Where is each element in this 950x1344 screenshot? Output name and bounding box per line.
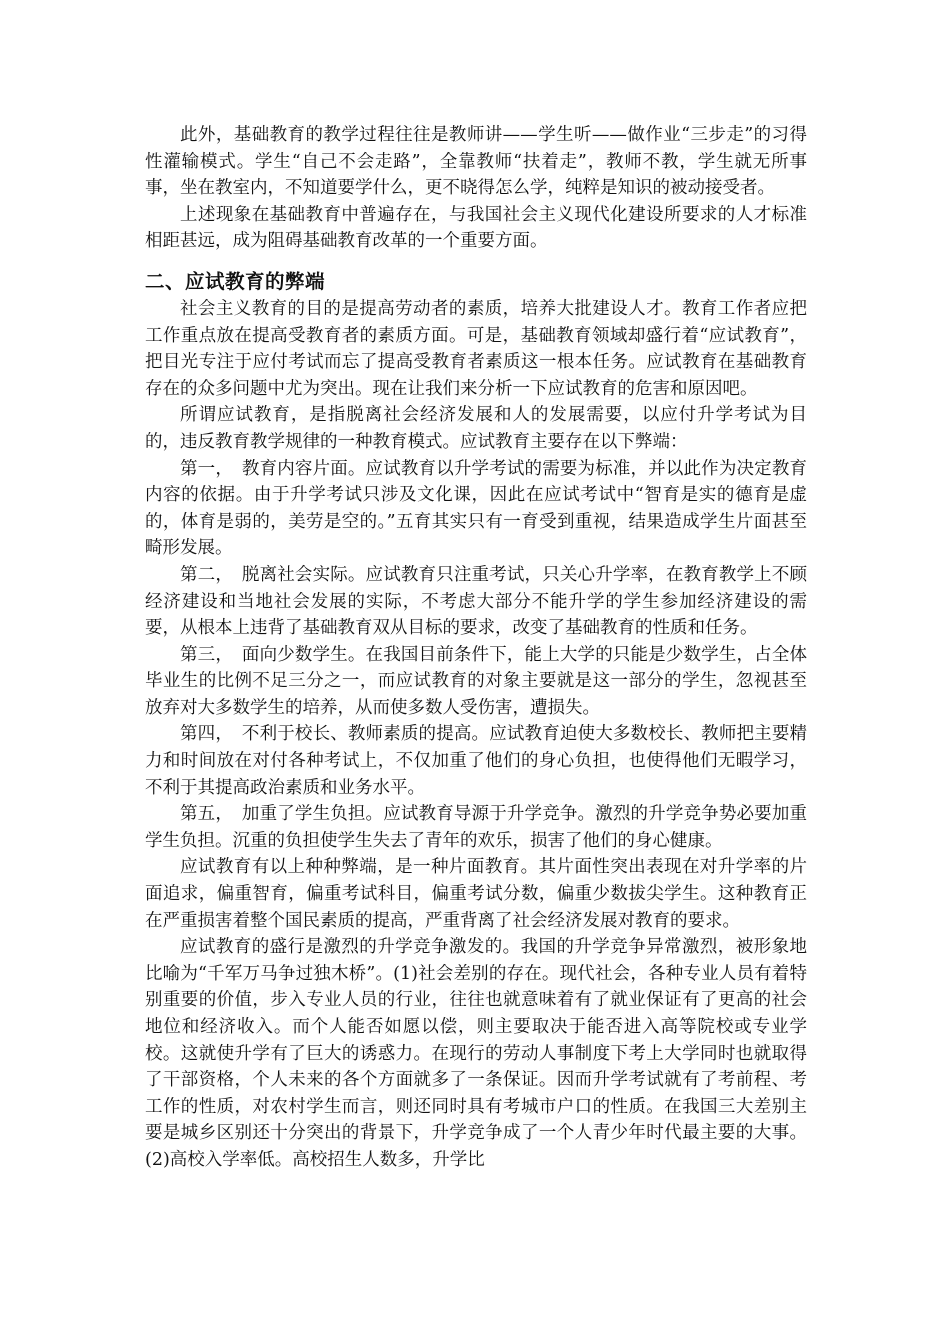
section-paragraph-7: 第五， 加重了学生负担。应试教育导源于升学竞争。激烈的升学竞争势必要加重学生负担。沉重的负担使学生失去了青年的欢乐，损害了他们的身心健康。 bbox=[145, 804, 807, 851]
document-body bbox=[145, 122, 807, 1174]
section-paragraph-8: 应试教育有以上种种弊端，是一种片面教育。其片面性突出表现在对升学率的片面追求，偏重智育，偏重考试科目，偏重考试分数，偏重少数拔尖学生。这种教育正在严重损害着整个国民素质的提高，严重背离了社会经济发展对教育的要求。 bbox=[145, 857, 807, 931]
section-paragraph-1: 社会主义教育的目的是提高劳动者的素质，培养大批建设人才。教育工作者应把工作重点放在提高受教育者的素质方面。可是，基础教育领域却盛行着“应试教育”，把目光专注于应付考试而忘了提高受教育者素质这一根本任务。应试教育在基础教育存在的众多问题中尤为突出。现在让我们来分析一下应试教育的危害和原因吧。 bbox=[145, 298, 807, 399]
section-paragraph-4: 第二， 脱离社会实际。应试教育只注重考试，只关心升学率，在教育教学上不顾经济建设和当地社会发展的实际，不考虑大部分不能升学的学生参加经济建设的需要，从根本上违背了基础教育双从目标的要求，改变了基础教育的性质和任务。 bbox=[145, 564, 807, 639]
section-heading: 二、应试教育的弊端 bbox=[145, 269, 326, 293]
intro-paragraph-1: 此外，基础教育的教学过程往往是教师讲——学生听——做作业“三步走”的习得性灌输模式。学生“自己不会走路”，全靠教师“扶着走”，教师不教，学生就无所事事，坐在教室内，不知道要学什么，更不晓得怎么学，纯粹是知识的被动接受者。 bbox=[145, 125, 807, 199]
section-paragraph-9: 应试教育的盛行是激烈的升学竞争激发的。我国的升学竞争异常激烈，被形象地比喻为“千军万马争过独木桥”。(1)社会差别的存在。现代社会，各种专业人员有着特别重要的价值，步入专业人员的行业，往往也就意味着有了就业保证有了更高的社会地位和经济收入。而个人能否如愿以偿，则主要取决于能否进入高等院校或专业学校。这就使升学有了巨大的诱惑力。在现行的劳动人事制度下考上大学同时也就取得了干部资格，个人未来的各个方面就多了一条保证。因而升学考试就有了考前程、考工作的性质，对农村学生而言，则还同时具有考城市户口的性质。在我国三大差别主要是城乡区别还十分突出的背景下，升学竞争成了一个人青少年时代最主要的大事。(2)高校入学率低。高校招生人数多，升学比 bbox=[145, 937, 807, 1170]
intro-paragraph-2: 上述现象在基础教育中普遍存在，与我国社会主义现代化建设所要求的人才标准相距甚远，成为阻碍基础教育改革的一个重要方面。 bbox=[145, 204, 807, 252]
section-paragraph-2: 所谓应试教育，是指脱离社会经济发展和人的发展需要，以应付升学考试为目的，违反教育教学规律的一种教育模式。应试教育主要存在以下弊端： bbox=[145, 405, 807, 452]
section-paragraph-3: 第一， 教育内容片面。应试教育以升学考试的需要为标准，并以此作为决定教育内容的依据。由于升学考试只涉及文化课，因此在应试考试中“智育是实的德育是虚的，体育是弱的，美劳是空的。”五育其实只有一育受到重视，结果造成学生片面甚至畸形发展。 bbox=[145, 458, 807, 559]
section-paragraph-5: 第三， 面向少数学生。在我国目前条件下，能上大学的只能是少数学生，占全体毕业生的比例不足三分之一，而应试教育的对象主要就是这一部分的学生，忽视甚至放弃对大多数学生的培养，从而使多数人受伤害，遭损失。 bbox=[145, 644, 807, 718]
section-paragraph-6: 第四， 不利于校长、教师素质的提高。应试教育迫使大多数校长、教师把主要精力和时间放在对付各种考试上，不仅加重了他们的身心负担，也使得他们无暇学习，不利于其提高政治素质和业务水平。 bbox=[145, 724, 807, 798]
